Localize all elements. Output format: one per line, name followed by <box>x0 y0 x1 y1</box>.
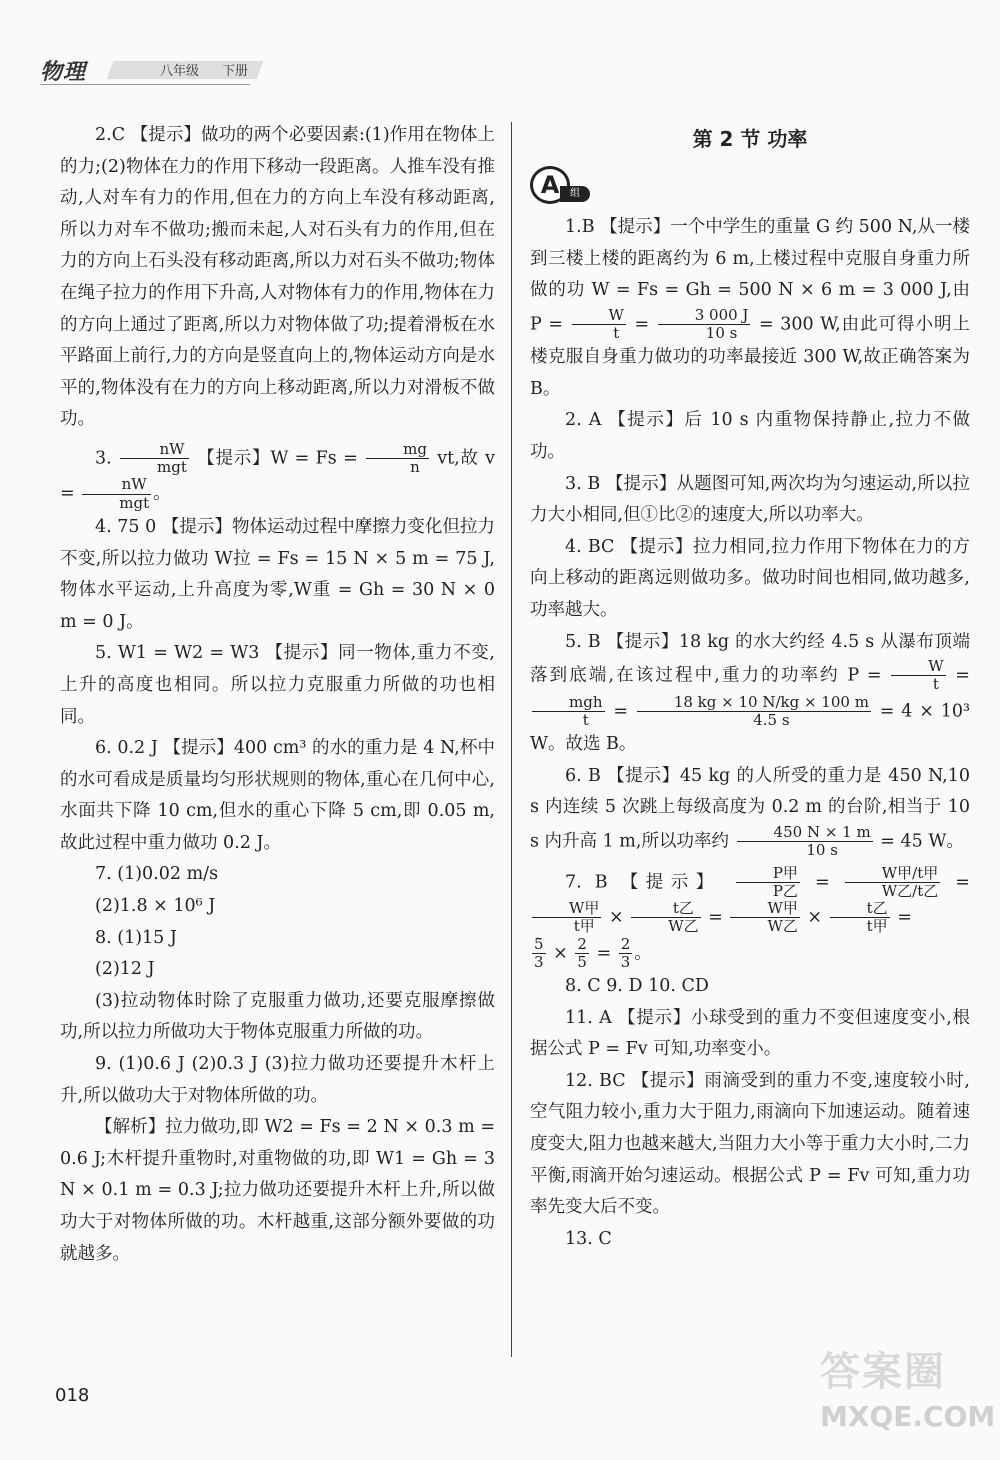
b7-frac-1: $\frac{\text{P甲}}{\text{P乙}}$ <box>736 865 800 901</box>
watermark-url: MXQE.COM <box>820 1400 996 1433</box>
answer-8-part-2: (2)12 J <box>95 959 155 980</box>
b1-frac-2: $\frac{3 000 J}{10 s}$ <box>658 307 751 343</box>
header-rule <box>40 84 250 85</box>
b7-res-1: $\frac{5}{3}$ <box>534 934 544 971</box>
b7-frac-3: $\frac{\text{W甲}}{\text{t甲}}$ <box>532 900 601 936</box>
answer-b11: 11. A 【提示】小球受到的重力不变但速度变小,根据公式 P = Fv 可知,功率变小。 <box>530 1007 970 1060</box>
answer-3-end: 。 <box>153 483 171 504</box>
left-column <box>60 120 495 1270</box>
answer-b3: 3. B 【提示】从题图可知,两次均为匀速运动,所以拉力大小相同,但①比②的速度大,所以功率大。 <box>530 473 970 526</box>
answer-8-part-1: 8. (1)15 J <box>95 927 177 948</box>
b7-res-3: $\frac{2}{3}$ <box>620 934 631 971</box>
b5-frac-3: $\frac{18 kg \times 10 N/kg \times 100 m}{4.5 s}$ <box>637 694 871 730</box>
answer-b5: 5. B 【提示】18 kg 的水大约经 4.5 s 从瀑布顶端落到底端,在该过程中,重力的功率约 P = $\frac{W}{t}$ = $\frac{\text{mgh}}{t}$ = $\frac{18 kg \times 10 N/kg \times 100 m}{4.5 s}$ = 4 × 10³ W。故选 B。 <box>530 631 970 755</box>
answer-4: 4. 75 0 【提示】物体运动过程中摩擦力变化但拉力不变,所以拉力做功 W拉 = Fs = 15 N × 5 m = 75 J,物体水平运动,上升高度为零,W重 = Gh = 30 N × 0 m = 0 J。 <box>60 516 495 632</box>
answer-b7: 7. B 【提示】 $\frac{\text{P甲}}{\text{P乙}}$ = $\frac{\text{W甲/t甲}}{\text{W乙/t乙}}$ = $\frac{\text{W甲}}{\text{t甲}}$ × $\frac{\text{t乙}}{\text{W乙}}$ = $\frac{\text{W甲}}{\text{W乙}}$ × $\frac{\text{t乙}}{\text{t甲}}$ = <box>530 865 970 936</box>
watermark <box>790 1340 996 1450</box>
b7-res-2: $\frac{2}{5}$ <box>577 934 587 971</box>
answer-3-frac-2: $\frac{mg}{n}$ <box>366 441 429 477</box>
b5-frac-1: $\frac{W}{t}$ <box>891 658 945 694</box>
answer-9-analysis: 【解析】拉力做功,即 W2 = Fs = 2 N × 0.3 m = 0.6 J;木杆提升重物时,对重物做的功,即 W1 = Gh = 3 N × 0.1 m = 0.3 J;拉力做功还要提升木杆上升,所以做功大于对物体所做的功。木杆越重,这部分额外要做的功就越多。 <box>60 1117 495 1264</box>
column-divider <box>511 122 512 1357</box>
answer-3-text-2: vt,故 v = <box>60 448 495 504</box>
group-letter: A <box>530 166 570 204</box>
section-title: 第 2 节 功率 <box>692 127 808 151</box>
answer-8-part-3: (3)拉动物体时除了克服重力做功,还要克服摩擦做功,所以拉力所做功大于物体克服重力所做的功。 <box>60 990 495 1043</box>
b7-frac-4: $\frac{\text{t乙}}{\text{W乙}}$ <box>631 900 700 936</box>
b7-frac-6: $\frac{\text{t乙}}{\text{t甲}}$ <box>830 900 890 936</box>
answer-b1: 1.B 【提示】一个中学生的重量 G 约 500 N,从一楼到三楼上楼的距离约为 6 m,上楼过程中克服自身重力所做的功 W = Fs = Gh = 500 N × 6 m = 3 000 J,由 P = $\frac{W}{t}$ = $\frac{3 000 J}{10 s}$ = 300 W,由此可得小明上楼克服自身重力做功的功率最接近 300 W,故正确答案为 B。 <box>530 217 970 399</box>
b6-frac: $\frac{450 N \times 1 m}{10 s}$ <box>737 824 873 860</box>
answer-7-part-1: 7. (1)0.02 m/s <box>95 864 219 885</box>
answer-b12: 12. BC 【提示】雨滴受到的重力不变,速度较小时,空气阻力较小,重力大于阻力,雨滴向下加速运动。随着速度变大,阻力也越来越大,当阻力大小等于重力大小时,二力平衡,雨滴开始匀速运动。根据公式 P = Fv 可知,重力功率先变大后不变。 <box>530 1070 970 1218</box>
b1-frac-1: $\frac{W}{t}$ <box>572 307 626 343</box>
page-number: 018 <box>55 1385 90 1406</box>
right-column <box>530 120 970 1255</box>
answer-3 <box>60 441 495 512</box>
answer-b8-10: 8. C 9. D 10. CD <box>565 976 709 996</box>
header-grade: 八年级 <box>160 64 200 79</box>
page-header <box>40 55 270 85</box>
answer-b2: 2. A 【提示】后 10 s 内重物保持静止,拉力不做功。 <box>530 410 970 463</box>
group-tail: 组 <box>560 186 590 202</box>
answer-7-part-2: (2)1.8 × 10⁶ J <box>95 896 216 917</box>
answer-b6: 6. B 【提示】45 kg 的人所受的重力是 450 N,10 s 内连续 5 次跳上每级高度为 0.2 m 的台阶,相当于 10 s 内升高 1 m,所以功率约 $\frac{450 N \times 1 m}{10 s}$ = 45 W。 <box>530 765 970 860</box>
answer-6: 6. 0.2 J 【提示】400 cm³ 的水的重力是 4 N,杯中的水可看成是质量均匀形状规则的物体,重心在几何中心,水面共下降 10 cm,但水的重心下降 5 cm,即 0.05 m,故此过程中重力做功 0.2 J。 <box>60 738 495 853</box>
answer-b7-result: $\frac{5}{3}$ × $\frac{2}{5}$ = $\frac{2}{3}$ 。 <box>534 934 652 971</box>
group-a-badge <box>530 166 600 206</box>
answer-2: 2.C 【提示】做功的两个必要因素:(1)作用在物体上的力;(2)物体在力的作用下移动一段距离。人推车没有推动,人对车有力的作用,但在力的方向上车没有移动距离,所以力对车不做功;搬而未起,人对石头有力的作用,但在力的方向上石头没有移动距离,所以力对石头不做功;物体在绳子拉力的作用下升高,人对物体有力的作用,物体在力的方向上通过了距离,所以力对物体做了功;提着滑板在水平路面上前行,力的方向是竖直向上的,物体运动方向是水平的,物体没有在力的方向上移动距离,所以力对滑板不做功。 <box>60 125 495 430</box>
b7-frac-2: $\frac{\text{W甲/t甲}}{\text{W乙/t乙}}$ <box>845 865 941 901</box>
watermark-logo: 答案圈 <box>820 1349 946 1395</box>
answer-3-frac-3: $\frac{nW}{\text{mgt}}$ <box>82 476 151 512</box>
answer-b4: 4. BC 【提示】拉力相同,拉力作用下物体在力的方向上移动的距离远则做功多。做功时间也相同,做功越多,功率越大。 <box>530 536 970 621</box>
header-volume: 下册 <box>222 64 249 79</box>
header-subject: 物理 <box>40 59 87 85</box>
b5-frac-2: $\frac{\text{mgh}}{t}$ <box>532 694 605 730</box>
b7-frac-5: $\frac{\text{W甲}}{\text{W乙}}$ <box>730 900 799 936</box>
answer-3-frac-1: $\frac{nW}{\text{mgt}}$ <box>120 441 189 477</box>
answer-b13: 13. C <box>565 1228 612 1249</box>
answer-9: 9. (1)0.6 J (2)0.3 J (3)拉力做功还要提升木杆上升,所以做功大于对物体所做的功。 <box>60 1054 495 1106</box>
answer-3-text: 【提示】W = Fs = <box>197 448 358 469</box>
answer-3-num: 3. <box>95 448 112 469</box>
answer-5: 5. W1 = W2 = W3 【提示】同一物体,重力不变,上升的高度也相同。所以拉力克服重力所做的功也相同。 <box>60 643 495 727</box>
